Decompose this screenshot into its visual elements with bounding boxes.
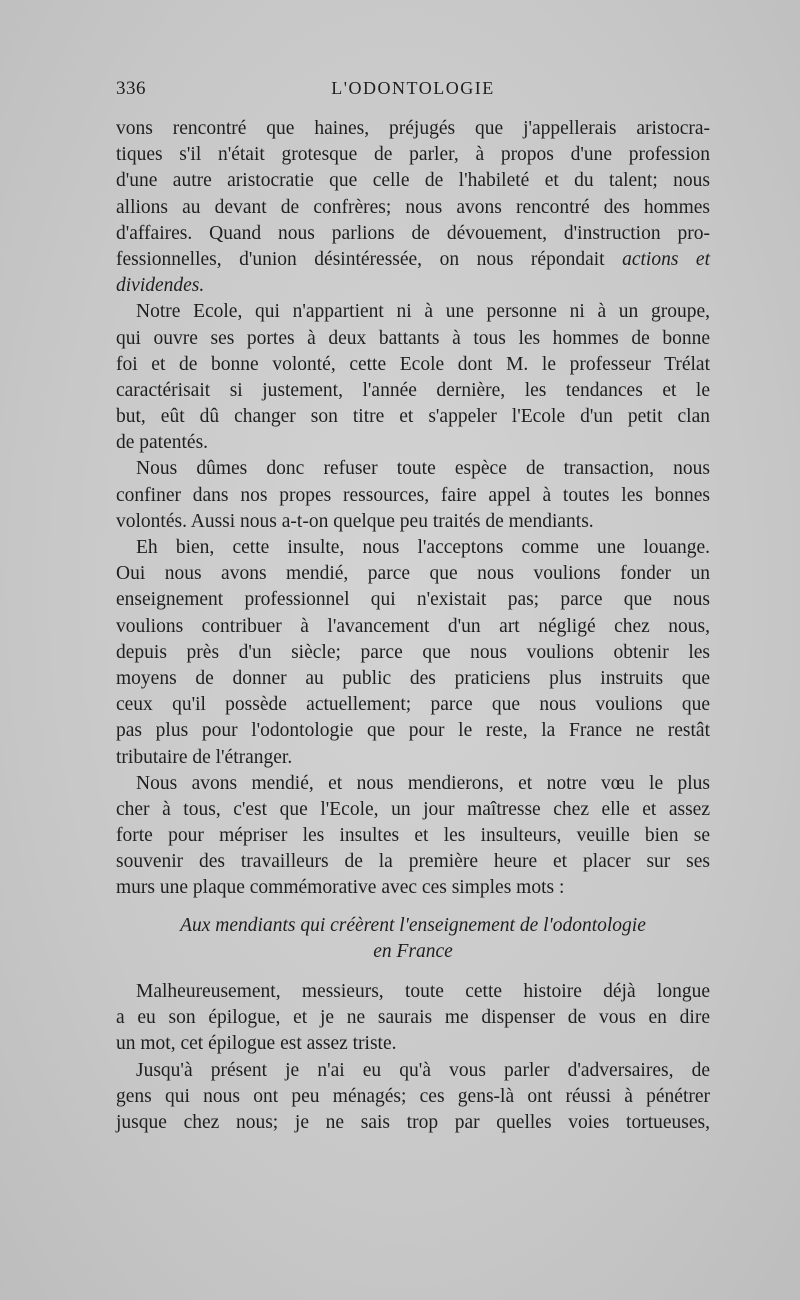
- text-line: un mot, cet épilogue est assez triste.: [116, 1033, 397, 1055]
- body-text: [116, 116, 710, 1136]
- paragraph-7: [116, 1058, 710, 1137]
- text-line: souvenir des travailleurs de la première heure et placer sur ses: [116, 851, 710, 873]
- text-line: gens qui nous ont peu ménagés; ces gens-là ont réussi à pénétrer: [116, 1085, 710, 1107]
- text-line: [116, 247, 710, 273]
- text-line: enseignement professionnel qui n'existait pas; parce que nous: [116, 589, 710, 611]
- paragraph-2: [116, 299, 710, 456]
- paragraph-1: [116, 116, 710, 299]
- text-line: de patentés.: [116, 432, 209, 454]
- italic-phrase: actions et: [622, 248, 711, 270]
- running-title: L'ODONTOLOGIE: [331, 78, 495, 98]
- text-line: murs une plaque commémorative avec ces simples mots :: [116, 877, 565, 899]
- inscription-line: en France: [373, 940, 453, 962]
- text-line-roman: fessionnelles, d'union désintéressée, on nous répondait: [116, 248, 605, 270]
- text-line: moyens de donner au public des praticiens plus instruits que: [116, 667, 710, 689]
- text-line: voulions contribuer à l'avancement d'un art négligé chez nous,: [116, 615, 710, 637]
- paragraph-4: [116, 535, 710, 771]
- text-line: vons rencontré que haines, préjugés que j'appellerais aristocra-: [116, 118, 710, 139]
- paragraph-6: [116, 979, 710, 1058]
- text-line: d'une autre aristocratie que celle de l'habileté et du talent; nous: [116, 170, 710, 192]
- text-line: jusque chez nous; je ne sais trop par quelles voies tortueuses,: [116, 1111, 710, 1133]
- inscription: [116, 913, 710, 965]
- text-line: confiner dans nos propes ressources, faire appel à toutes les bonnes: [116, 484, 710, 506]
- text-line: depuis près d'un siècle; parce que nous voulions obtenir les: [116, 641, 710, 663]
- running-header: [116, 78, 710, 104]
- text-line: d'affaires. Quand nous parlions de dévouement, d'instruction pro-: [116, 222, 710, 244]
- page-number: 336: [116, 78, 146, 99]
- text-line: tributaire de l'étranger.: [116, 746, 293, 768]
- text-line: foi et de bonne volonté, cette Ecole dont M. le professeur Trélat: [116, 353, 710, 375]
- text-line: tiques s'il n'était grotesque de parler, à propos d'une profession: [116, 144, 710, 166]
- text-line: forte pour mépriser les insultes et les insulteurs, veuille bien se: [116, 825, 710, 847]
- text-line: Oui nous avons mendié, parce que nous voulions fonder un: [116, 563, 710, 585]
- text-line: Nous dûmes donc refuser toute espèce de transaction, nous: [136, 458, 710, 480]
- text-line: a eu son épilogue, et je ne saurais me dispenser de vous en dire: [116, 1007, 710, 1029]
- text-line: caractérisait si justement, l'année dernière, les tendances et le: [116, 379, 710, 401]
- text-line: Malheureusement, messieurs, toute cette histoire déjà longue: [136, 981, 710, 1002]
- text-line: Jusqu'à présent je n'ai eu qu'à vous parler d'adversaires, de: [136, 1059, 710, 1081]
- text-line: qui ouvre ses portes à deux battants à tous les hommes de bonne: [116, 327, 710, 349]
- text-line: but, eût dû changer son titre et s'appeler l'Ecole d'un petit clan: [116, 406, 710, 428]
- text-line-italic: dividendes.: [116, 275, 205, 297]
- text-line: Nous avons mendié, et nous mendierons, et notre vœu le plus: [136, 772, 710, 794]
- text-line: volontés. Aussi nous a-t-on quelque peu traités de mendiants.: [116, 510, 594, 532]
- text-line: cher à tous, c'est que l'Ecole, un jour maîtresse chez elle et assez: [116, 798, 710, 820]
- paragraph-5: [116, 771, 710, 902]
- text-line: Notre Ecole, qui n'appartient ni à une personne ni à un groupe,: [136, 301, 710, 323]
- paragraph-3: [116, 456, 710, 535]
- text-line: ceux qu'il possède actuellement; parce que nous voulions que: [116, 694, 710, 716]
- text-line: allions au devant de confrères; nous avons rencontré des hommes: [116, 196, 710, 218]
- text-line: pas plus pour l'odontologie que pour le reste, la France ne restât: [116, 720, 710, 742]
- text-line: Eh bien, cette insulte, nous l'acceptons comme une louange.: [136, 537, 710, 558]
- inscription-line: Aux mendiants qui créèrent l'enseignement de l'odontologie: [180, 914, 646, 936]
